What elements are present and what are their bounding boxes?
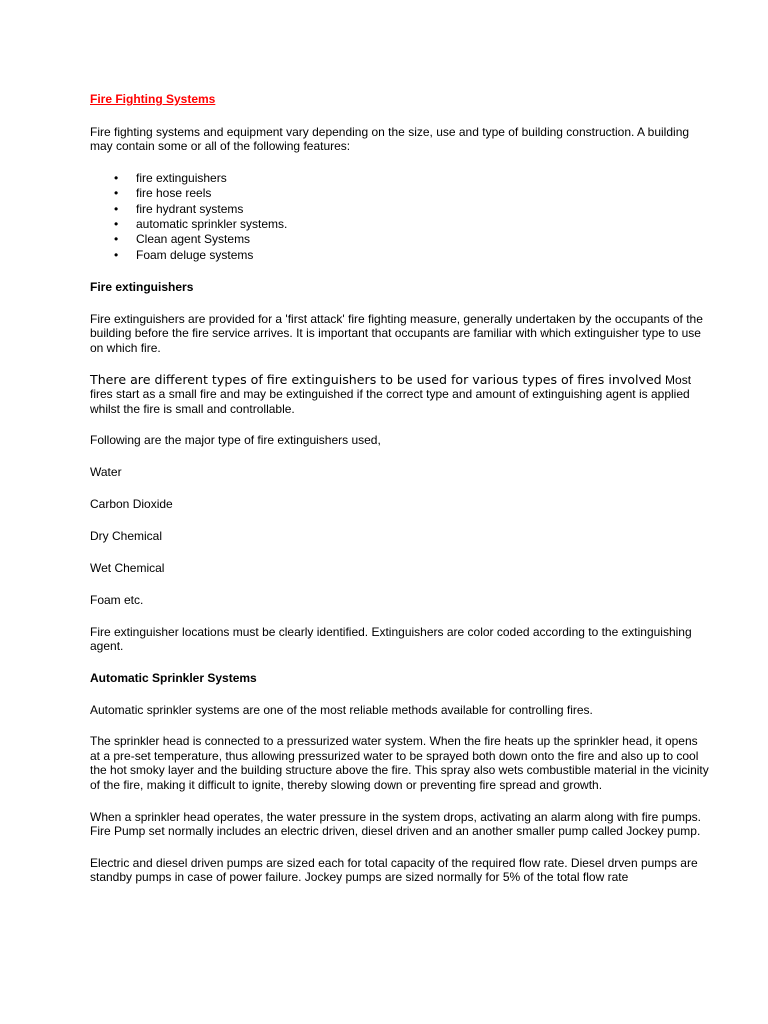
extinguisher-type-water: Water [90,464,122,479]
list-item-text: fire hydrant systems [136,201,244,216]
list-item [90,232,710,247]
extinguishers-paragraph-1: Fire extinguishers are provided for a 'first attack' fire fighting measure, generally undertaken by the occupants of the building before the fire service arrives. It is important that occupants are familiar with which extinguisher type to use on which fire. [90,311,703,355]
list-item-text: automatic sprinkler systems. [136,217,288,231]
bullet-icon: • [114,186,119,201]
bullet-icon: • [114,201,119,216]
bullet-icon: • [114,217,119,231]
sprinklers-paragraph-3: When a sprinkler head operates, the water pressure in the system drops, activating an alarm along with fire pumps. Fire Pump set normally includes an electric driven, diesel driven and an another smaller pump called Jockey pump. [90,809,701,839]
document-title: Fire Fighting Systems [90,92,216,106]
extinguishers-paragraph-2 [90,373,710,417]
list-item-text: Foam deluge systems [136,247,254,262]
intro-paragraph: Fire fighting systems and equipment vary depending on the size, use and type of building construction. A building may contain some or all of the following features: [90,124,690,154]
list-item [90,217,710,232]
extinguishers-paragraph-4: Fire extinguisher locations must be clearly identified. Extinguishers are color coded according to the extinguishing agent. [90,624,692,654]
features-list [90,171,710,263]
list-item-text: Clean agent Systems [136,232,251,247]
bullet-icon: • [114,232,119,247]
list-item [90,202,710,217]
extinguisher-type-dry-chemical: Dry Chemical [90,528,163,543]
sprinklers-paragraph-4: Electric and diesel driven pumps are sized each for total capacity of the required flow rate. Diesel drven pumps are standby pumps in case of power failure. Jockey pumps are sized normally for 5% of the total flow rate [90,855,698,885]
extinguisher-type-carbon-dioxide: Carbon Dioxide [90,496,173,511]
list-item-text: fire hose reels [136,186,212,201]
list-item [90,186,710,201]
sprinklers-paragraph-2: The sprinkler head is connected to a pressurized water system. When the fire heats up the sprinkler head, it opens at a pre-set temperature, thus allowing pressurized water to be sprayed both down onto the fire and also up to cool the hot smoky layer and the building structure above the fire. This spray also wets combustible material in the vicinity of the fire, making it difficult to ignite, thereby slowing down or preventing fire spread and growth. [90,734,709,793]
extinguishers-lead-sentence: There are different types of fire extinguishers to be used for various types of fires involved [90,371,662,387]
bullet-icon: • [114,247,119,262]
list-item [90,171,710,186]
extinguisher-type-foam: Foam etc. [90,592,144,607]
list-item [90,248,710,263]
sprinklers-heading: Automatic Sprinkler Systems [90,671,257,686]
extinguishers-paragraph-3: Following are the major type of fire extinguishers used, [90,433,381,448]
list-item-text: fire extinguishers [136,170,227,185]
bullet-icon: • [114,170,119,185]
extinguishers-heading: Fire extinguishers [90,280,194,295]
extinguishers-paragraph-2-rest: Most fires start as a small fire and may be extinguished if the correct type and amount of extinguishing agent is applied whilst the fire is small and controllable. [90,372,692,416]
sprinklers-paragraph-1: Automatic sprinkler systems are one of the most reliable methods available for controlling fires. [90,702,593,717]
extinguisher-type-wet-chemical: Wet Chemical [90,560,165,575]
document-page [90,92,710,902]
